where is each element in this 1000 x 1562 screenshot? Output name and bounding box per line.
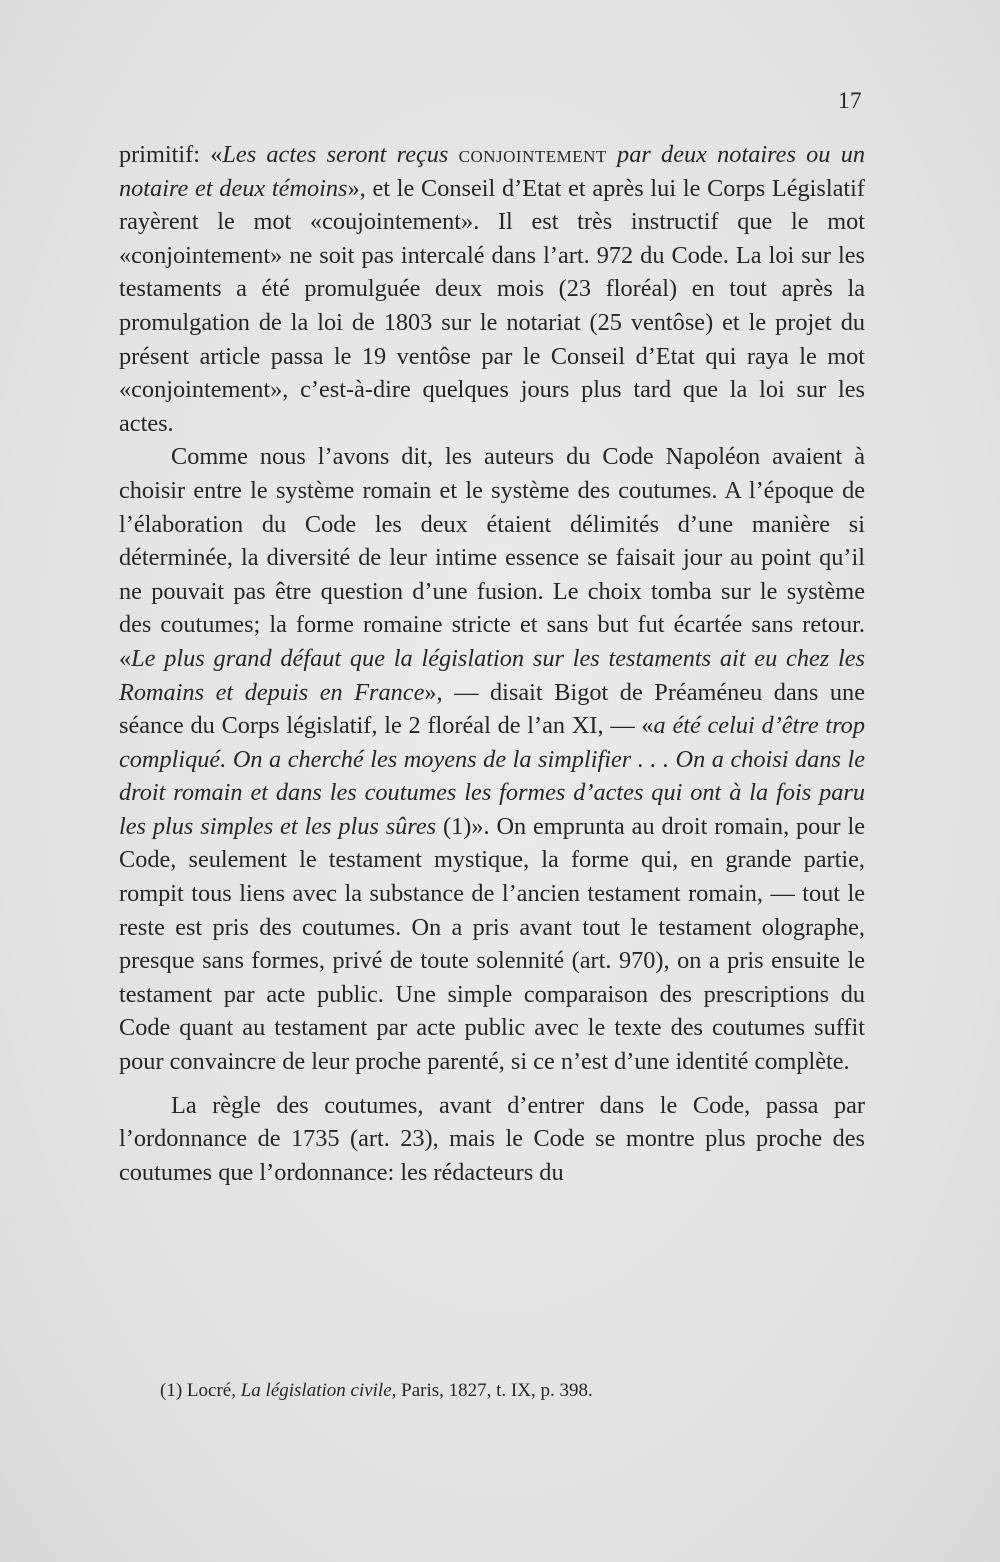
footnote-rest: Paris, 1827, t. IX, p. 398.	[401, 1380, 593, 1401]
text-span: », — disait Bigot de Préaméneu dans une séance du Corps législatif, le 2 floréal de l’an XI, — «	[119, 678, 865, 740]
text-span: (1)». On emprunta au droit romain, pour le Code, seulement le testament mystique, la forme qui, en grande partie, rompit tous liens avec la substance de l’ancien testament romain, — tout le reste est pris des coutumes. On a pris avant tout le testament olographe, presque sans formes, privé de toute solennité (art. 970), on a pris ensuite le testament par acte public. Une simple comparaison des prescriptions du Code quant au testament par acte public avec le texte des coutumes suffit pour convaincre de leur proche parenté, si ce n’est d’une identité complète.	[119, 812, 865, 1076]
text-span: Comme nous l’avons dit, les auteurs du Code Napoléon avaient à choisir entre le système romain et le système des coutumes. A l’époque de l’élaboration du Code les deux étaient délimités d’une manière si déterminée, la diversité de leur intime essence se faisait jour au point qu’il ne pouvait pas être question d’une fusion. Le choix tomba sur le système des coutumes; la forme romaine stricte et sans but fut écartée sans retour. «	[119, 443, 865, 672]
paragraph-1	[119, 138, 865, 440]
smallcaps-span: conjointement	[458, 141, 607, 168]
text-span: primitif: «	[119, 141, 223, 168]
text-span: La règle des coutumes, avant d’entrer dans le Code, passa par l’ordonnance de 1735 (art. 23), mais le Code se montre plus proche des coutumes que l’ordonnance: les rédacteurs du	[119, 1091, 865, 1186]
paragraph-3	[119, 1089, 865, 1190]
footnote	[160, 1378, 800, 1404]
footnote-title: La législation civile,	[240, 1380, 397, 1401]
body-text	[119, 138, 865, 1189]
page-number: 17	[838, 88, 862, 113]
italic-span: a été celui d’être trop compliqué. On a cherché les moyens de la simplifier . . . On a choisi dans le droit romain et dans les coutumes les formes d’actes qui ont à la fois paru les plus simples et les plus sûres	[119, 712, 865, 840]
text-span: », et le Conseil d’Etat et après lui le Corps Législatif rayèrent le mot «coujointement». Il est très instructif que le mot «conjointement» ne soit pas intercalé dans l’art. 972 du Code. La loi sur les testaments a été promulguée deux mois (23 floréal) en tout après la promulgation de la loi de 1803 sur le notariat (25 ventôse) et le projet du présent article passa le 19 ventôse par le Conseil d’Etat qui raya le mot «conjointement», c’est-à-dire quelques jours plus tard que la loi sur les actes.	[119, 174, 866, 437]
footnote-number: (1)	[160, 1380, 183, 1401]
paragraph-2	[119, 440, 865, 1078]
italic-span: Les actes seront reçus	[222, 141, 459, 168]
footnote-author: Locré,	[186, 1380, 236, 1401]
italic-span: Le plus grand défaut que la législation sur les testaments ait eu chez les Romains et depuis en France	[119, 644, 865, 706]
italic-span: par deux notaires ou un notaire et deux témoins	[119, 141, 865, 202]
